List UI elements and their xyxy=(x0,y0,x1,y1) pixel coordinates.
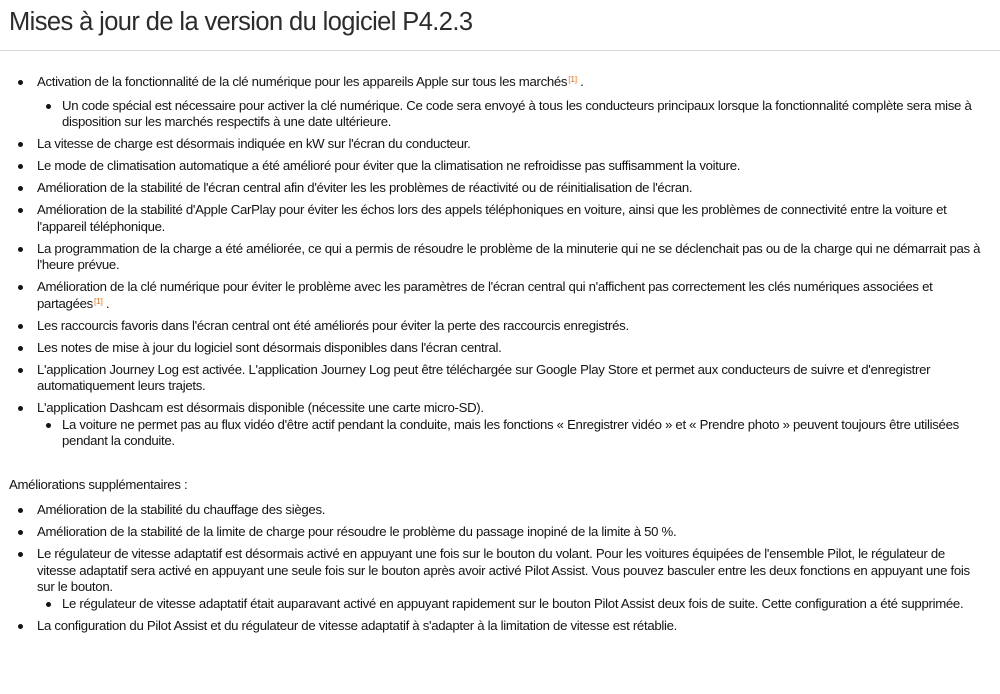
list-item: La configuration du Pilot Assist et du régulateur de vitesse adaptatif à s'adapter à la limitation de vitesse est rétablie. xyxy=(0,618,1000,635)
list-item: Les notes de mise à jour du logiciel sont désormais disponibles dans l'écran central. xyxy=(0,340,1000,357)
list-item: La vitesse de charge est désormais indiquée en kW sur l'écran du conducteur. xyxy=(0,136,1000,153)
footnote-link[interactable]: [1] xyxy=(93,295,103,306)
title-divider xyxy=(0,50,1000,51)
sub-list xyxy=(37,596,982,613)
sub-list xyxy=(37,98,982,131)
list-item: Le mode de climatisation automatique a été amélioré pour éviter que la climatisation ne refroidisse pas suffisamment la voiture. xyxy=(0,158,1000,175)
changes-list xyxy=(0,74,1000,450)
sub-list-item: Un code spécial est nécessaire pour activer la clé numérique. Ce code sera envoyé à tous les conducteurs principaux lorsque la fonctionnalité complète sera mise à disposition sur les marchés respectifs à une date ultérieure. xyxy=(35,98,982,131)
section-heading: Améliorations supplémentaires : xyxy=(9,476,188,492)
sub-list-item: Le régulateur de vitesse adaptatif était auparavant activé en appuyant rapidement sur le bouton Pilot Assist deux fois de suite. Cette configuration a été supprimée. xyxy=(35,596,982,613)
sub-list xyxy=(37,417,982,450)
page-title: Mises à jour de la version du logiciel P4.2.3 xyxy=(9,8,473,36)
release-notes-content xyxy=(0,74,1000,640)
list-item: Amélioration de la stabilité de la limite de charge pour résoudre le problème du passage inopiné de la limite à 50 %. xyxy=(0,524,1000,541)
list-item: La programmation de la charge a été améliorée, ce qui a permis de résoudre le problème de la minuterie qui ne se déclenchait pas ou de la charge qui ne démarrait pas à l'heure prévue. xyxy=(0,241,1000,274)
list-item: Amélioration de la stabilité d'Apple CarPlay pour éviter les échos lors des appels téléphoniques en voiture, ainsi que les problèmes de connectivité entre la voiture et l'appareil téléphonique. xyxy=(0,202,1000,235)
sub-list-item: La voiture ne permet pas au flux vidéo d'être actif pendant la conduite, mais les fonctions « Enregistrer vidéo » et « Prendre photo » peuvent toujours être utilisées pendant la conduite. xyxy=(35,417,982,450)
list-item: L'application Journey Log est activée. L'application Journey Log peut être téléchargée sur Google Play Store et permet aux conducteurs de suivre et d'enregistrer automatiquement leurs trajets. xyxy=(0,362,1000,395)
list-item: Amélioration de la stabilité du chauffage des sièges. xyxy=(0,502,1000,519)
list-item: Amélioration de la stabilité de l'écran central afin d'éviter les les problèmes de réactivité ou de réinitialisation de l'écran. xyxy=(0,180,1000,197)
list-item: L'application Dashcam est désormais disponible (nécessite une carte micro-SD). La voiture ne permet pas au flux vidéo d'être actif pendant la conduite, mais les fonctions « Enregistrer vidéo » et « Prendre photo » peuvent toujours être utilisées pendant la conduite. xyxy=(0,400,1000,450)
list-item: Amélioration de la clé numérique pour éviter le problème avec les paramètres de l'écran central qui n'affichent pas correctement les clés numériques associées et partagées[1] . xyxy=(0,279,1000,312)
additional-improvements-list xyxy=(0,502,1000,634)
footnote-link[interactable]: [1] xyxy=(568,74,577,84)
list-item: Les raccourcis favoris dans l'écran central ont été améliorés pour éviter la perte des raccourcis enregistrés. xyxy=(0,318,1000,335)
list-item: Le régulateur de vitesse adaptatif est désormais activé en appuyant une fois sur le bouton du volant. Pour les voitures équipées de l'ensemble Pilot, le régulateur de vitesse adaptatif sera activé en appuyant une seule fois sur le bouton après avoir activé Pilot Assist. Vous pouvez basculer entre les deux fonctions en appuyant une fois sur le bouton. Le régulateur de vitesse adaptatif était auparavant activé en appuyant rapidement sur le bouton Pilot Assist deux fois de suite. Cette configuration a été supprimée. xyxy=(0,546,1000,612)
list-item: Activation de la fonctionnalité de la clé numérique pour les appareils Apple sur tous les marchés[1] . Un code spécial est nécessaire pour activer la clé numérique. Ce code sera envoyé à tous les conducteurs principaux lorsque la fonctionnalité complète sera mise à disposition sur les marchés respectifs à une date ultérieure. xyxy=(0,74,1000,131)
